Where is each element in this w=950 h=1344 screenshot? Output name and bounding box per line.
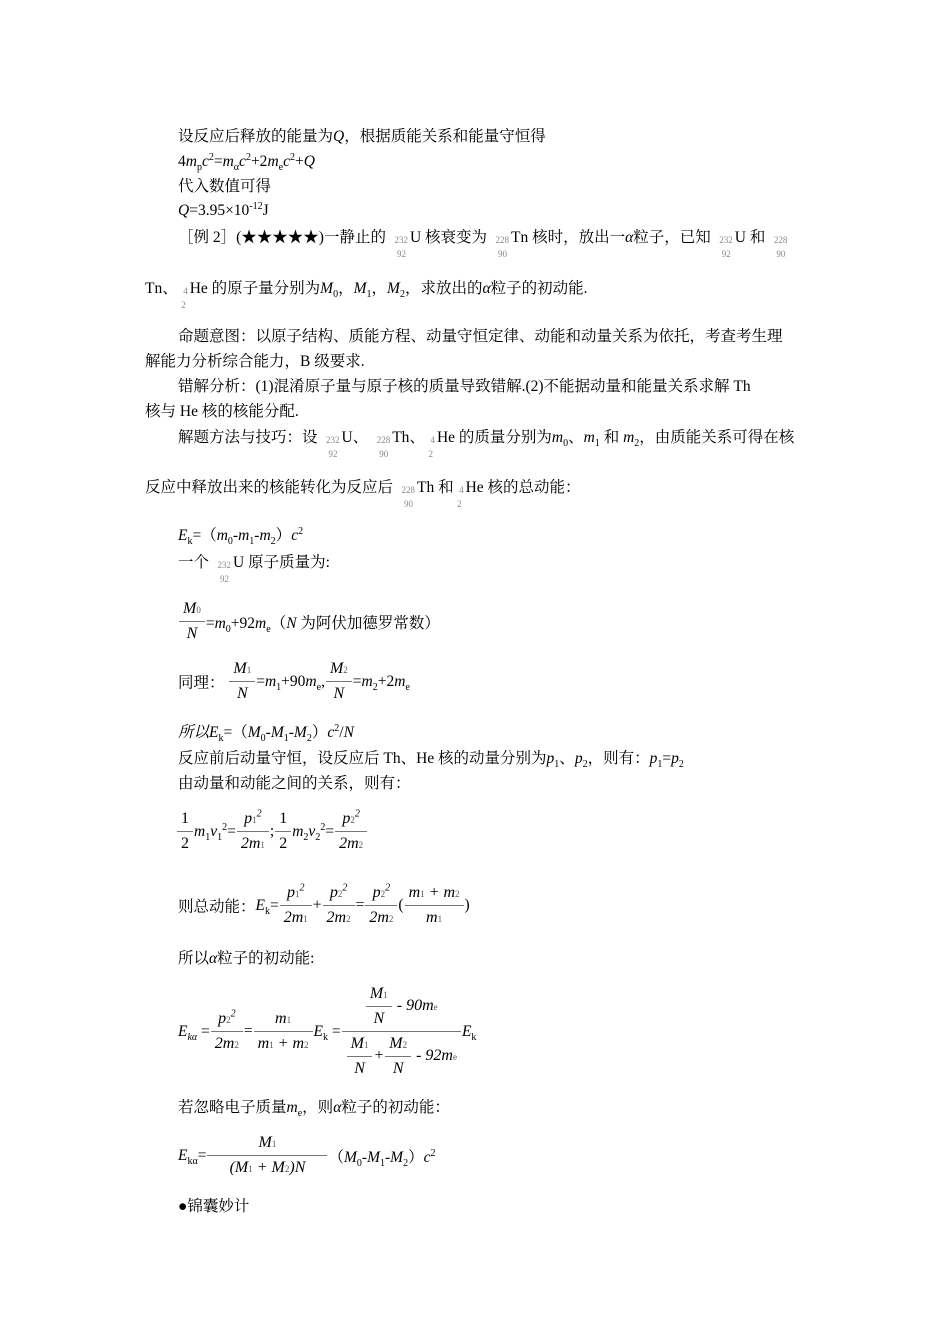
text: 核与 He 核的核能分配. bbox=[145, 403, 299, 420]
text: ，求放出的 bbox=[404, 280, 483, 297]
alpha-ke-formula: $E_{k\alpha}$ = $\frac{p2^2}{2m2}$ = $\frac{m1}{m1 + m2}$ $E_k$ = $\frac{M1}{N}$ - 90me $\frac{M1}{N}$ + $\frac{M2}{N}$ - 92me $E_k$ bbox=[178, 985, 477, 1077]
fraction: $\frac{p2^2}{2m2}$ bbox=[365, 884, 397, 927]
text: U 和 bbox=[734, 229, 766, 246]
text: 粒子的初动能: bbox=[217, 950, 315, 967]
isotope-he: 4 2 bbox=[428, 435, 435, 459]
example-2-line1: ［例 2］(★★★★★)一静止的 232 92 U 核衰变为 228 90 Tn 核时，放出一α粒子，已知 232 92 U 和 228 90 bbox=[178, 229, 788, 259]
text: 粒子的初动能： bbox=[341, 1099, 450, 1116]
fraction: $\frac{p2^2}{2m2}$ bbox=[323, 884, 355, 927]
fraction: $\frac{M1}{N}$ - 90me $\frac{M1}{N}$ + $\frac{M2}{N}$ - 92me bbox=[342, 985, 461, 1078]
error-line2 bbox=[145, 402, 299, 422]
method-line1: 解题方法与技巧：设 232 92 U、 228 90 Th、 4 2 He 的质量分别为$m_0$、$m_1$ 和 $m_2$，由质能关系可得在核 bbox=[178, 429, 795, 459]
text: =3.95×10 bbox=[189, 202, 250, 219]
text: 解能力分析综合能力，B 级要求. bbox=[145, 353, 365, 370]
text: -12 bbox=[249, 200, 263, 212]
isotope-th: 228 90 bbox=[773, 235, 788, 259]
text-line: 设反应后释放的能量为Q，根据质能关系和能量守恒得 bbox=[178, 128, 546, 145]
fraction: $\frac{M2}{N}$ bbox=[326, 660, 352, 703]
text: He 的质量分别为 bbox=[436, 429, 552, 446]
isotope-u: 232 92 bbox=[326, 435, 340, 459]
therefore-ek: 所以$E_k=(M_0-M_1-M_2)c^2/N$ bbox=[178, 722, 354, 745]
ke-relations: $\frac{1}{2}$ $m_1v_1^2=$ $\frac{p1^2}{2m1}$ ; $\frac{1}{2}$ $m_2v_2^2=$ $\frac{p2^2}{2m2}$ bbox=[176, 810, 368, 853]
final-formula: $E_{k\alpha}=$ $\frac{M1}{(M1 + M2)N}$ $(M_0-M_1-M_2)c^2$ bbox=[178, 1134, 436, 1176]
fraction: $\frac{m1}{m1 + m2}$ bbox=[254, 1010, 313, 1053]
text: Th、 bbox=[392, 429, 425, 446]
relation-line bbox=[178, 774, 411, 794]
isotope-u: 232 92 bbox=[394, 235, 408, 259]
tip-heading bbox=[178, 1197, 249, 1217]
text: Tn 核时，放出一 bbox=[511, 229, 626, 246]
text: 为阿伏加德罗常数） bbox=[300, 614, 440, 632]
fraction: $\frac{M1}{N}$ bbox=[229, 660, 255, 703]
text: Th 和 bbox=[417, 479, 454, 496]
text: U 原子质量为: bbox=[233, 554, 330, 571]
momentum-line: 反应前后动量守恒，设反应后 Th、He 核的动量分别为$p_1$、$p_2$，则有：$p_1=p_2$ bbox=[178, 750, 684, 771]
text: 设反应后释放的能量为 bbox=[178, 128, 334, 145]
m0-formula: $\frac{M0}{N}$ $=m_0+92m_e(N$ 为阿伏加德罗常数） bbox=[178, 600, 440, 643]
q-value: $Q=3.95\times 10^{-12}J$ bbox=[178, 200, 269, 219]
fraction: $\frac{M0}{N}$ bbox=[179, 600, 205, 643]
text: 反应前后动量守恒，设反应后 Th、He 核的动量分别为 bbox=[178, 750, 547, 767]
isotope-he: 4 2 bbox=[457, 485, 464, 509]
text: ，由质能关系可得在核 bbox=[639, 429, 795, 446]
fraction: $\frac{p1^2}{2m1}$ bbox=[280, 884, 312, 927]
example-2-line2: Tn、 4 2 He 的原子量分别为$M_0$，$M_1$，$M_2$，求放出的α粒子的初动能. bbox=[145, 280, 588, 310]
total-ke-formula: 则总动能：$E_k=$ $\frac{p1^2}{2m1}$ + $\frac{p2^2}{2m2}$ = $\frac{p2^2}{2m2}$ ( $\frac{m1 + m2}{m1}$ ) bbox=[178, 882, 470, 926]
fraction: $\frac{1}{2}$ bbox=[177, 810, 193, 853]
text-line bbox=[178, 177, 271, 197]
method-line2 bbox=[145, 478, 581, 509]
fraction: $\frac{1}{2}$ bbox=[275, 810, 291, 853]
text: ，则有： bbox=[587, 750, 650, 767]
text: 则总动能： bbox=[178, 898, 256, 916]
text: 错解分析：(1)混淆原子量与原子核的质量导致错解.(2)不能据动量和能量关系求解 Th bbox=[178, 378, 751, 395]
isotope-th: 228 90 bbox=[495, 235, 510, 259]
intent-line1 bbox=[178, 327, 783, 347]
isotope-th: 228 90 bbox=[376, 435, 391, 459]
one-atom-line bbox=[178, 553, 330, 584]
isotope-th: 228 90 bbox=[401, 485, 416, 509]
isotope-u: 232 92 bbox=[719, 235, 733, 259]
text: U、 bbox=[341, 429, 369, 446]
text: 一个 bbox=[178, 554, 210, 571]
text: ［例 2］(★★★★★)一静止的 bbox=[178, 229, 386, 246]
ignore-line: 若忽略电子质量$m_e$，则α粒子的初动能： bbox=[178, 1099, 450, 1120]
fraction: $\frac{p2^2}{2m2}$ bbox=[211, 1010, 243, 1053]
text: Tn、 bbox=[145, 280, 178, 297]
text: He 核的总动能： bbox=[465, 479, 581, 496]
likewise-formula: 同理： $\frac{M1}{N}$ $=m_1+90m_e$, $\frac{M2}{N}$ $=m_2+2m_e$ bbox=[178, 660, 410, 702]
text: 反应中释放出来的核能转化为反应后 bbox=[145, 479, 394, 496]
text: 所以 bbox=[178, 950, 210, 967]
text: ，则 bbox=[302, 1099, 334, 1116]
text: 粒子，已知 bbox=[633, 229, 711, 246]
ek-formula: $E_k=(m_0-m_1-m_2)c^2$ bbox=[178, 525, 304, 548]
isotope-u: 232 92 bbox=[217, 560, 232, 584]
text: 代入数值可得 bbox=[178, 178, 272, 195]
equation-mass-energy: $4m_pc^2=m_\alpha c^2+2m_ec^2+Q$ bbox=[178, 151, 315, 174]
text: ●锦囊妙计 bbox=[178, 1198, 250, 1215]
text: 命题意图：以原子结构、质能方程、动量守恒定律、动能和动量关系为依托，考查考生理 bbox=[178, 328, 783, 345]
text: ，根据质能关系和能量守恒得 bbox=[344, 128, 546, 145]
intent-line2 bbox=[145, 352, 365, 372]
error-line1 bbox=[178, 377, 751, 397]
fraction: $\frac{p1^2}{2m1}$ bbox=[237, 810, 269, 853]
text: He 的原子量分别为 bbox=[189, 280, 321, 297]
text: U 核衰变为 bbox=[409, 229, 488, 246]
fraction: $\frac{M1}{(M1 + M2)N}$ bbox=[207, 1134, 327, 1177]
text: 同理： bbox=[178, 674, 225, 692]
alpha-ke-line: 所以α粒子的初动能: bbox=[178, 950, 315, 967]
text: 若忽略电子质量 bbox=[178, 1099, 287, 1116]
isotope-he: 4 2 bbox=[181, 286, 188, 310]
text: J bbox=[262, 202, 269, 219]
text: 粒子的初动能. bbox=[490, 280, 588, 297]
text: 解题方法与技巧：设 bbox=[178, 429, 318, 446]
fraction: $\frac{m1 + m2}{m1}$ bbox=[405, 884, 464, 927]
fraction: $\frac{p2^2}{2m2}$ bbox=[335, 810, 367, 853]
text: 所以 bbox=[178, 724, 210, 741]
text: 由动量和动能之间的关系，则有： bbox=[178, 775, 411, 792]
